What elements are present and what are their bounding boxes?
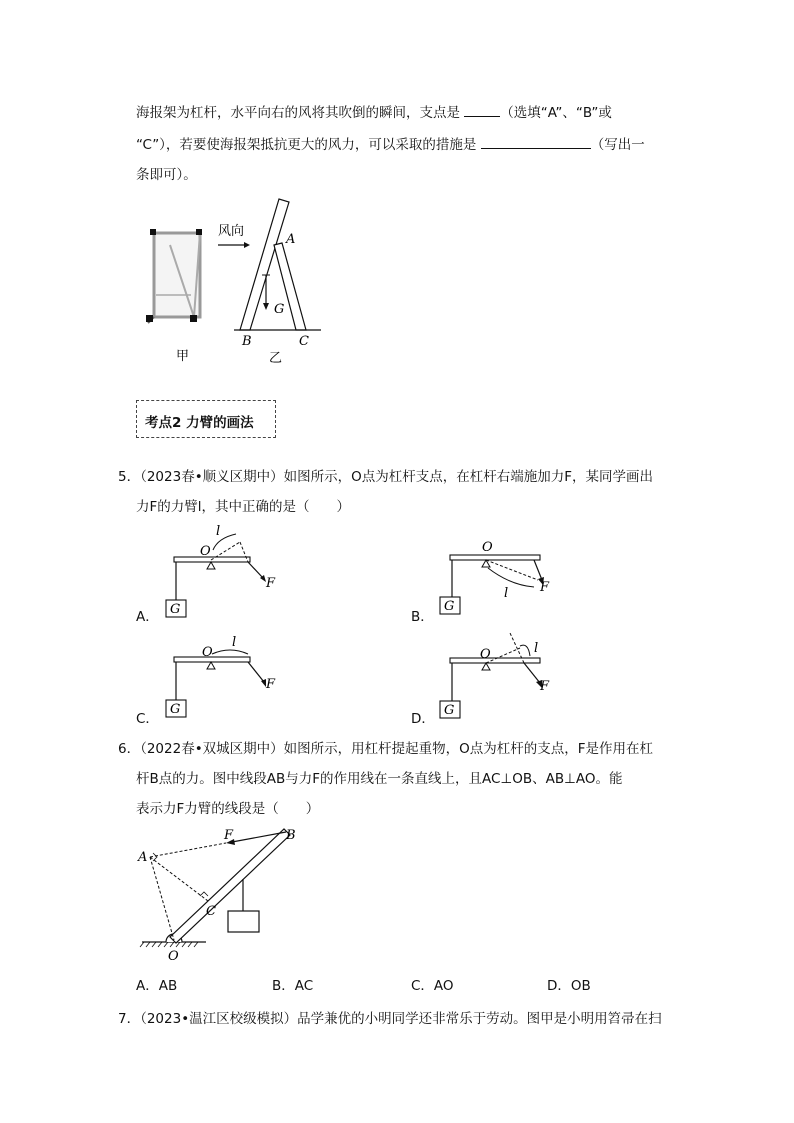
q6-option-d[interactable]: D．OB	[547, 978, 591, 994]
q5-option-d-label[interactable]: D．	[411, 711, 435, 727]
q5-line-2: 力F的力臂l，其中正确的是（ ）	[136, 499, 351, 515]
q5-option-a-diagram[interactable]	[160, 520, 290, 620]
answer-blank-2[interactable]	[481, 136, 591, 149]
svg-text:G: G	[170, 602, 181, 617]
q5-option-c-label[interactable]: C．	[136, 711, 159, 727]
leaning-boards	[240, 199, 306, 330]
q6-lever-diagram	[136, 825, 311, 965]
svg-text:F: F	[266, 576, 276, 591]
q6-point-b: B	[286, 828, 296, 843]
q6-line-3: 表示力F力臂的线段是（ ）	[136, 801, 320, 817]
q6-line-2: 杆B点的力。图中线段AB与力F的作用线在一条直线上，且AC⊥OB、AB⊥AO。能	[136, 771, 623, 787]
poster-stand-figure	[136, 195, 336, 370]
q5-option-a-label[interactable]: A．	[136, 609, 159, 625]
intro-line-1: 海报架为杠杆，水平向右的风将其吹倒的瞬间，支点是 （选填“A”、“B”或	[136, 105, 612, 121]
svg-text:l: l	[534, 641, 539, 656]
intro-line-2: “C”），若要使海报架抵抗更大的风力，可以采取的措施是 （写出一	[136, 137, 645, 153]
svg-text:G: G	[170, 702, 181, 717]
svg-text:G: G	[444, 703, 455, 718]
point-c-label: C	[299, 334, 309, 349]
q6-point-a: A	[138, 850, 148, 865]
poster-stand-photo	[146, 229, 202, 323]
q5-option-b-diagram[interactable]	[430, 535, 570, 625]
svg-text:F: F	[540, 679, 550, 694]
svg-text:O: O	[482, 540, 493, 555]
svg-text:F: F	[266, 677, 276, 692]
q6-line-1: 6．（2022春•双城区期中）如图所示，用杠杆提起重物，O点为杠杆的支点，F是作用在杠	[118, 741, 654, 757]
svg-text:O: O	[480, 647, 491, 662]
q5-option-b-label[interactable]: B．	[411, 609, 434, 625]
q6-force-label: F	[224, 828, 234, 843]
label-jia: 甲	[176, 349, 190, 364]
gravity-label: G	[274, 302, 285, 317]
svg-text:l: l	[232, 635, 237, 650]
point-b-label: B	[242, 334, 252, 349]
q7-line-1: 7．（2023•温江区校级模拟）品学兼优的小明同学还非常乐于劳动。图甲是小明用笤帚在扫	[118, 1011, 662, 1027]
wind-label: 风向	[218, 224, 245, 239]
wind-arrowhead	[244, 242, 250, 248]
q6-option-a[interactable]: A．AB	[136, 978, 178, 994]
q6-option-c[interactable]: C．AO	[411, 978, 454, 994]
q6-option-b[interactable]: B．AC	[272, 978, 314, 994]
svg-text:G: G	[444, 599, 455, 614]
q6-point-c: C	[206, 904, 216, 919]
svg-text:F: F	[540, 580, 550, 595]
svg-text:l: l	[216, 524, 221, 539]
intro-line-3: 条即可）。	[136, 167, 197, 183]
point-a-label: A	[286, 232, 296, 247]
svg-text:O: O	[202, 645, 213, 660]
gravity-arrowhead	[263, 303, 269, 310]
answer-blank-1[interactable]	[464, 104, 500, 117]
svg-text:O: O	[200, 544, 211, 559]
label-yi: 乙	[269, 351, 283, 366]
q6-point-o: O	[168, 949, 179, 964]
q5-option-c-diagram[interactable]	[160, 632, 290, 722]
q5-option-d-diagram[interactable]	[430, 628, 570, 723]
section-heading: 考点2 力臂的画法	[136, 400, 276, 438]
q5-line-1: 5．（2023春•顺义区期中）如图所示，O点为杠杆支点，在杠杆右端施加力F，某同学画出	[118, 469, 654, 485]
svg-text:l: l	[504, 586, 509, 601]
